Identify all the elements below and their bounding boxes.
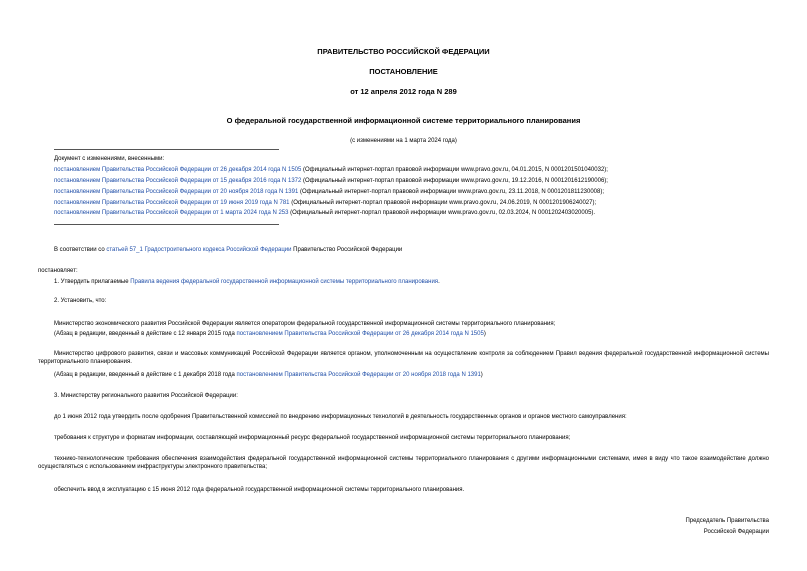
- government-name: ПРАВИТЕЛЬСТВО РОССИЙСКОЙ ФЕДЕРАЦИИ: [317, 47, 490, 56]
- bottom-divider: [54, 224, 279, 225]
- change-source: (Официальный интернет-портал правовой информации www.pravo.gov.ru, 04.01.2015, N 0001201501040032);: [301, 167, 608, 173]
- change-item: [54, 177, 608, 185]
- change-source: (Официальный интернет-портал правовой информации www.pravo.gov.ru, 02.03.2024, N 0001202403020005).: [288, 210, 596, 216]
- code-article-link[interactable]: статьей 57_1 Градостроительного кодекса Российской Федерации: [106, 247, 292, 253]
- change-link[interactable]: постановлением Правительства Российской Федерации от 26 декабря 2014 года N 1505: [54, 167, 302, 173]
- paragraph-2a: Министерство экономического развития Российской Федерации является оператором федеральной государственной информационной системы территориального планирования;: [54, 321, 556, 327]
- paragraph-1: [54, 278, 440, 286]
- decides-line: постановляет:: [38, 268, 78, 274]
- paragraph-2b: Министерство цифрового развития, связи и массовых коммуникаций Российской Федерации является органом, уполномоченным на осуществление контроля за соблюдением Правил ведения федеральной государственной информационной системы территориального планирования.: [38, 351, 769, 365]
- amendment-link[interactable]: постановлением Правительства Российской Федерации от 26 декабря 2014 года N 1505: [236, 331, 484, 337]
- signature-title: Председатель Правительства: [685, 518, 769, 524]
- change-source: (Официальный интернет-портал правовой информации www.pravo.gov.ru, 24.06.2019, N 0001201906240027);: [289, 200, 597, 206]
- paragraph-3a: до 1 июня 2012 года утвердить после одобрения Правительственной комиссией по внедрению информационных технологий в деятельность государственных органов и органов местного самоуправления:: [54, 414, 627, 420]
- paragraph-3b: требования к структуре и форматам информации, составляющей информационный ресурс федеральной государственной информационной системы территориального планирования;: [54, 435, 571, 441]
- change-link[interactable]: постановлением Правительства Российской Федерации от 1 марта 2024 года N 253: [54, 210, 289, 216]
- preamble: [54, 246, 402, 254]
- paragraph-3: 3. Министерству регионального развития Российской Федерации:: [54, 393, 238, 399]
- revision-note: (с изменениями на 1 марта 2024 года): [350, 138, 457, 144]
- change-item: [54, 199, 596, 207]
- change-link[interactable]: постановлением Правительства Российской Федерации от 15 декабря 2016 года N 1372: [54, 178, 302, 184]
- paragraph-2b-note: [54, 371, 483, 379]
- note-text: (Абзац в редакции, введенный в действие с 1 декабря 2018 года: [54, 372, 237, 378]
- change-item: [54, 188, 604, 196]
- document-title: О федеральной государственной информационной системе территориального планирования: [226, 116, 581, 125]
- document-date-number: от 12 апреля 2012 года N 289: [350, 87, 457, 96]
- change-link[interactable]: постановлением Правительства Российской Федерации от 19 июня 2019 года N 781: [54, 200, 290, 206]
- document-type: ПОСТАНОВЛЕНИЕ: [369, 67, 438, 76]
- paragraph-2: 2. Установить, что:: [54, 298, 107, 304]
- rules-link[interactable]: Правила ведения федеральной государственной информационной системы территориального планирования: [130, 279, 439, 285]
- preamble-text: В соответствии со: [54, 247, 107, 253]
- change-item: [54, 166, 608, 174]
- paragraph-text: 1. Утвердить прилагаемые: [54, 279, 131, 285]
- top-divider: [54, 149, 279, 150]
- note-text: ): [480, 372, 483, 378]
- amendment-link[interactable]: постановлением Правительства Российской Федерации от 20 ноября 2018 года N 1391: [236, 372, 481, 378]
- note-text: (Абзац в редакции, введенный в действие с 12 января 2015 года: [54, 331, 237, 337]
- preamble-text: Правительство Российской Федерации: [291, 247, 403, 253]
- change-source: (Официальный интернет-портал правовой информации www.pravo.gov.ru, 19.12.2016, N 0001201612190006);: [301, 178, 608, 184]
- paragraph-text: .: [438, 279, 440, 285]
- paragraph-3d: обеспечить ввод в эксплуатацию с 15 июня 2012 года федеральной государственной информационной системы территориального планирования.: [54, 487, 465, 493]
- paragraph-3c: технико-технологические требования обеспечения взаимодействия федеральной государственной информационной системы территориального планирования с другими информационными системами, имея в виду что такое взаимодействие должно осуществляться с использованием инфраструктуры электронного правительства;: [38, 456, 769, 470]
- changes-intro: Документ с изменениями, внесенными:: [54, 156, 165, 162]
- signature-org: Российской Федерации: [703, 529, 769, 535]
- paragraph-2a-note: [54, 330, 486, 338]
- change-source: (Официальный интернет-портал правовой информации www.pravo.gov.ru, 23.11.2018, N 0001201811230008);: [298, 189, 605, 195]
- change-item: [54, 209, 595, 217]
- change-link[interactable]: постановлением Правительства Российской Федерации от 20 ноября 2018 года N 1391: [54, 189, 299, 195]
- note-text: ): [483, 331, 486, 337]
